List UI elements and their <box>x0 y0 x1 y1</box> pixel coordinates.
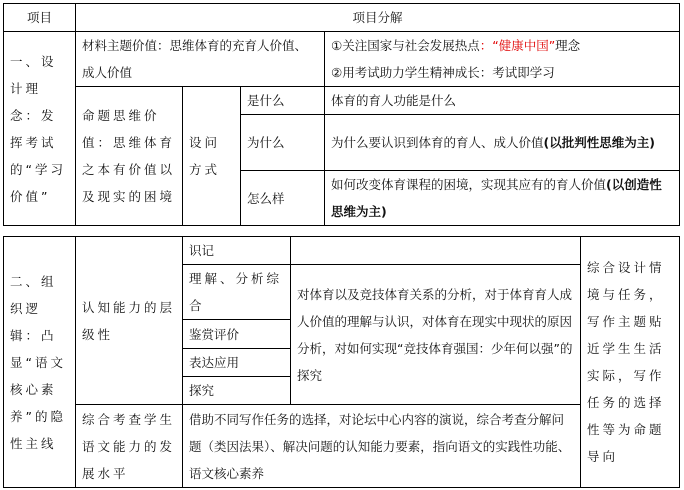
row-label-why: 为什么 <box>241 115 325 171</box>
level-empty <box>291 237 581 265</box>
row-label-how: 怎么样 <box>241 171 325 226</box>
design-concept-table <box>3 3 680 226</box>
guidance: 综合设计情境与任务，写作主题贴近学生生活实际，写作任务的选择性等为命题导向 <box>581 237 680 488</box>
content-text: 为什么要认识到体育的育人、成人价值 <box>331 135 544 150</box>
comprehensive-label: 综合考查学生语文能力的发展水平 <box>76 405 183 488</box>
organization-logic-table <box>3 236 680 488</box>
point-2: ②用考试助力学生精神成长：考试即学习 <box>331 65 555 80</box>
focus-points <box>325 32 680 87</box>
content-bold: (以创造性思维为主) <box>331 177 662 219</box>
point-1-highlight: ：“健康中国” <box>479 38 556 53</box>
comprehensive-content: 借助不同写作任务的选择，对论坛中心内容的演说，综合考查分解问题（类因法果）、解决问题的认知能力要素，指向语文的实践性功能、语文核心素养 <box>183 405 581 488</box>
level-explore: 探究 <box>183 377 291 405</box>
content-bold: (以批判性思维为主) <box>543 135 655 150</box>
level-express: 表达应用 <box>183 349 291 377</box>
header-item: 项目 <box>4 4 76 32</box>
row-content-why <box>325 115 680 171</box>
material-value: 材料主题价值：思维体育的充育人价值、成人价值 <box>76 32 325 87</box>
row-label-what: 是什么 <box>241 87 325 115</box>
content-text: 如何改变体育课程的困境，实现其应有的育人价值 <box>331 177 607 192</box>
proposition-value: 命题思维价值：思维体育之本有价值以及现实的困境 <box>76 87 183 226</box>
level-memorize: 识记 <box>183 237 291 265</box>
section-title-design: 一、设计理念：发挥考试的“学习价值” <box>4 32 76 226</box>
header-breakdown: 项目分解 <box>76 4 680 32</box>
section-title-logic: 二、组织逻辑：凸显“语文核心素养”的隐性主线 <box>4 237 76 488</box>
row-content-how <box>325 171 680 226</box>
levels-content: 对体育以及竞技体育关系的分析，对于体育育人成人价值的理解与认识，对体育在现实中现状的原因分析，对如何实现“竞技体育强国：少年何以强”的探究 <box>291 265 581 405</box>
point-1-text: ①关注国家与社会发展热点 <box>331 38 480 53</box>
point-1 <box>331 32 673 59</box>
content-text: 体育的育人功能是什么 <box>331 93 457 108</box>
level-understand: 理解、分析综合 <box>183 265 291 320</box>
level-appreciate: 鉴赏评价 <box>183 320 291 349</box>
point-1-suffix: 理念 <box>555 38 581 53</box>
cognitive-hierarchy: 认知能力的层级性 <box>76 237 183 405</box>
row-content-what <box>325 87 680 115</box>
question-method: 设问方式 <box>183 87 241 226</box>
